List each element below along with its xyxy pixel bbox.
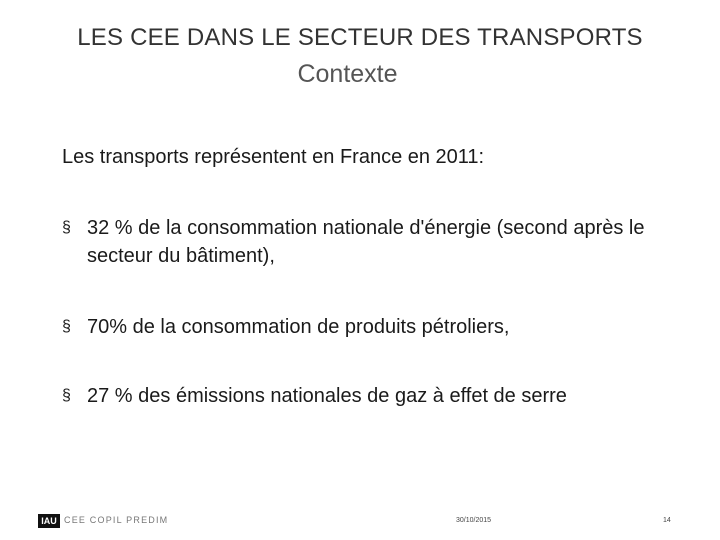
slide-title: LES CEE DANS LE SECTEUR DES TRANSPORTS xyxy=(77,24,643,51)
bullet-marker-icon: § xyxy=(62,387,71,404)
bullet-item xyxy=(62,214,662,270)
bullet-item xyxy=(62,382,662,410)
bullet-text: 32 % de la consommation nationale d'énergie (second après le secteur du bâtiment), xyxy=(87,217,645,267)
iau-logo: IAU xyxy=(38,514,60,528)
footer-date: 30/10/2015 xyxy=(456,517,492,524)
bullet-marker-icon: § xyxy=(62,318,71,335)
bullet-item xyxy=(62,313,662,341)
bullet-text: 70% de la consommation de produits pétroliers, xyxy=(87,316,510,338)
footer-label: CEE COPIL PREDIM xyxy=(64,515,169,525)
bullet-text: 27 % des émissions nationales de gaz à effet de serre xyxy=(87,385,567,407)
intro-text: Les transports représentent en France en 2011: xyxy=(62,146,485,168)
slide-subtitle: Contexte xyxy=(297,60,398,88)
page-number: 14 xyxy=(663,517,671,524)
bullet-marker-icon: § xyxy=(62,219,71,236)
